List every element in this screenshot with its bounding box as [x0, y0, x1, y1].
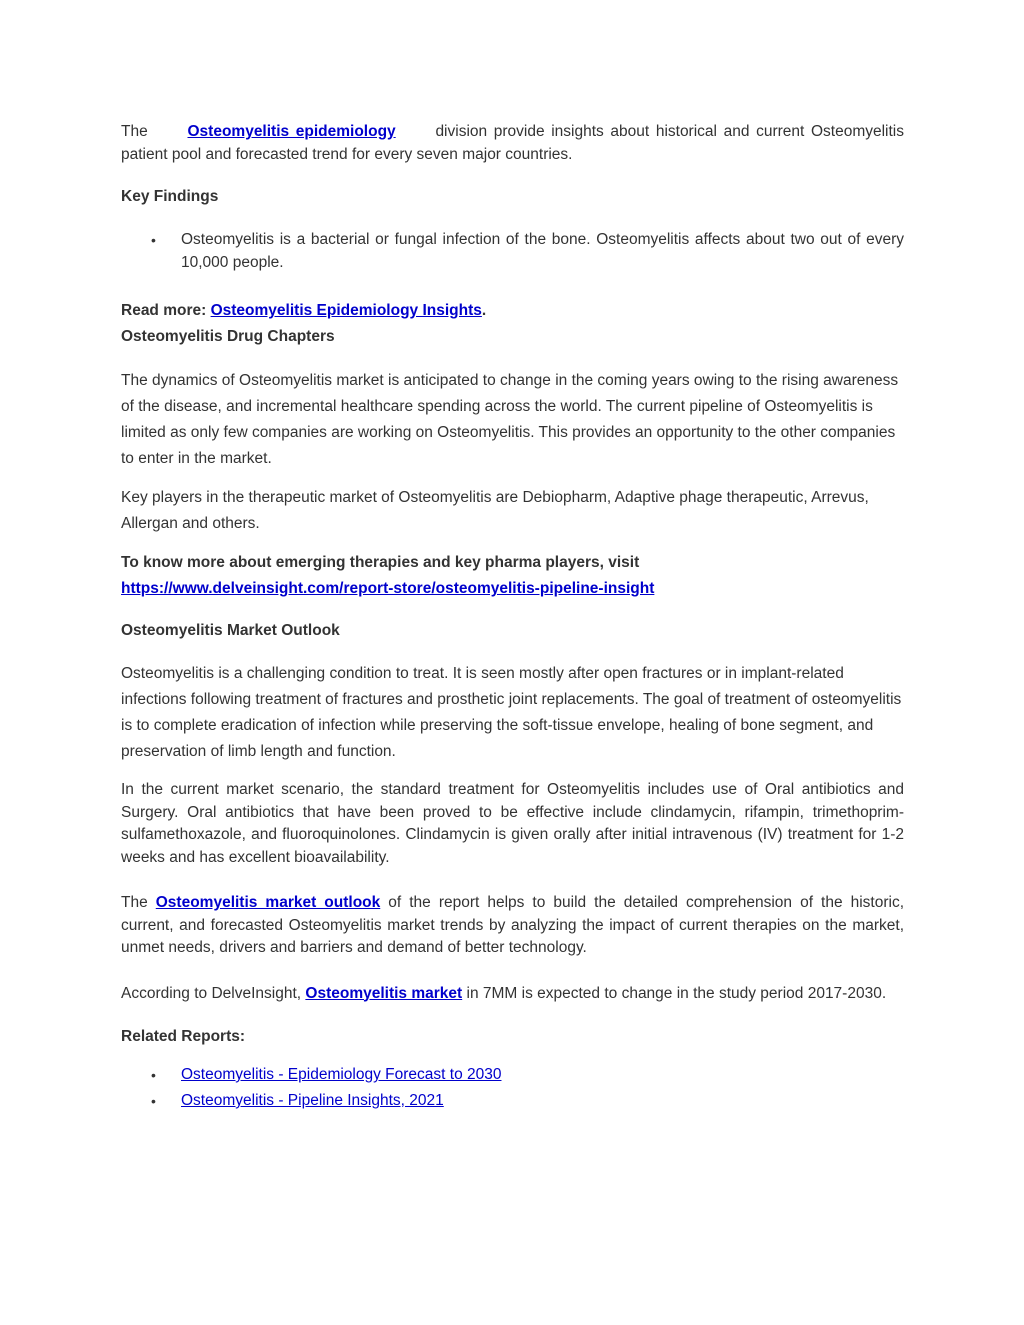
related-reports-heading: Related Reports:: [121, 1028, 246, 1045]
market-outlook-paragraph-3: [121, 892, 904, 960]
p4-prefix: According to DelveInsight,: [121, 984, 302, 1002]
epidemiology-link[interactable]: Osteomyelitis epidemiology: [187, 123, 396, 140]
read-more-period: .: [481, 302, 487, 319]
market-outlook-link[interactable]: Osteomyelitis market outlook: [155, 894, 381, 911]
visit-text: To know more about emerging therapies and key pharma players, visit: [121, 554, 640, 571]
pipeline-insights-report-link[interactable]: Osteomyelitis - Pipeline Insights, 2021: [181, 1092, 444, 1109]
read-more-label: Read more:: [121, 302, 207, 319]
key-findings-list: [121, 229, 904, 274]
p4-suffix: in 7MM is expected to change in the study period 2017-2030.: [466, 984, 887, 1002]
key-findings-heading: Key Findings: [121, 188, 219, 205]
drug-chapters-heading: Osteomyelitis Drug Chapters: [121, 328, 335, 345]
market-outlook-paragraph-1: Osteomyelitis is a challenging condition to treat. It is seen mostly after open fractures or in implant-related infections following treatment of fractures and prosthetic joint replacements. The goal of treatment of osteomyelitis is to complete eradication of infection while preserving the soft-tissue envelope, healing of bone segment, and preservation of limb length and function.: [121, 665, 902, 760]
related-reports-list: [121, 1062, 904, 1114]
finding-text: Osteomyelitis is a bacterial or fungal infection of the bone. Osteomyelitis affects about two out of every 10,000 people.: [181, 231, 904, 271]
drug-chapters-paragraph-1: The dynamics of Osteomyelitis market is anticipated to change in the coming years owing to the rising awareness of the disease, and incremental healthcare spending across the world. The current pipeline of Osteomyelitis is limited as only few companies are working on Osteomyelitis. This provides an opportunity to the other companies to enter in the market.: [121, 372, 899, 467]
p3-prefix: The: [121, 894, 148, 911]
market-outlook-paragraph-2: In the current market scenario, the standard treatment for Osteomyelitis includes use of Oral antibiotics and Surgery. Oral antibiotics that have been proved to be effective include clindamycin, rifampin, trimethoprim-sulfamethoxazole, and fluoroquinolones. Clindamycin is given orally after initial intravenous (IV) treatment for 1-2 weeks and has excellent bioavailability.: [121, 781, 904, 866]
list-item: [121, 229, 904, 274]
market-outlook-paragraph-4: [121, 983, 904, 1006]
read-more-line: [121, 300, 904, 322]
list-item: [121, 1088, 904, 1114]
market-link[interactable]: Osteomyelitis market: [305, 984, 463, 1002]
epidemiology-insights-link[interactable]: Osteomyelitis Epidemiology Insights: [210, 302, 482, 319]
market-outlook-heading: Osteomyelitis Market Outlook: [121, 622, 340, 639]
bullet-icon: •: [151, 1067, 156, 1083]
epidemiology-forecast-report-link[interactable]: Osteomyelitis - Epidemiology Forecast to 2030: [181, 1066, 502, 1083]
drug-chapters-paragraph-2: Key players in the therapeutic market of Osteomyelitis are Debiopharm, Adaptive phage therapeutic, Arrevus, Allergan and others.: [121, 489, 869, 532]
bullet-icon: •: [151, 232, 156, 248]
intro-prefix: The: [121, 123, 148, 140]
document-body: [121, 121, 904, 1114]
bullet-icon: •: [151, 1093, 156, 1109]
list-item: [121, 1062, 904, 1088]
intro-suffix: division provide insights about historical and current Osteomyelitis patient pool and forecasted trend for every seven major countries.: [121, 123, 904, 163]
pipeline-insight-url-link[interactable]: https://www.delveinsight.com/report-store/osteomyelitis-pipeline-insight: [121, 580, 655, 597]
visit-paragraph: [121, 550, 904, 602]
intro-paragraph: [121, 121, 904, 166]
p3-suffix: of the report helps to build the detailed comprehension of the historic, current, and forecasted Osteomyelitis market trends by analyzing the impact of current therapies on the market, unmet needs, drivers and barriers and demand of better technology.: [121, 894, 905, 956]
